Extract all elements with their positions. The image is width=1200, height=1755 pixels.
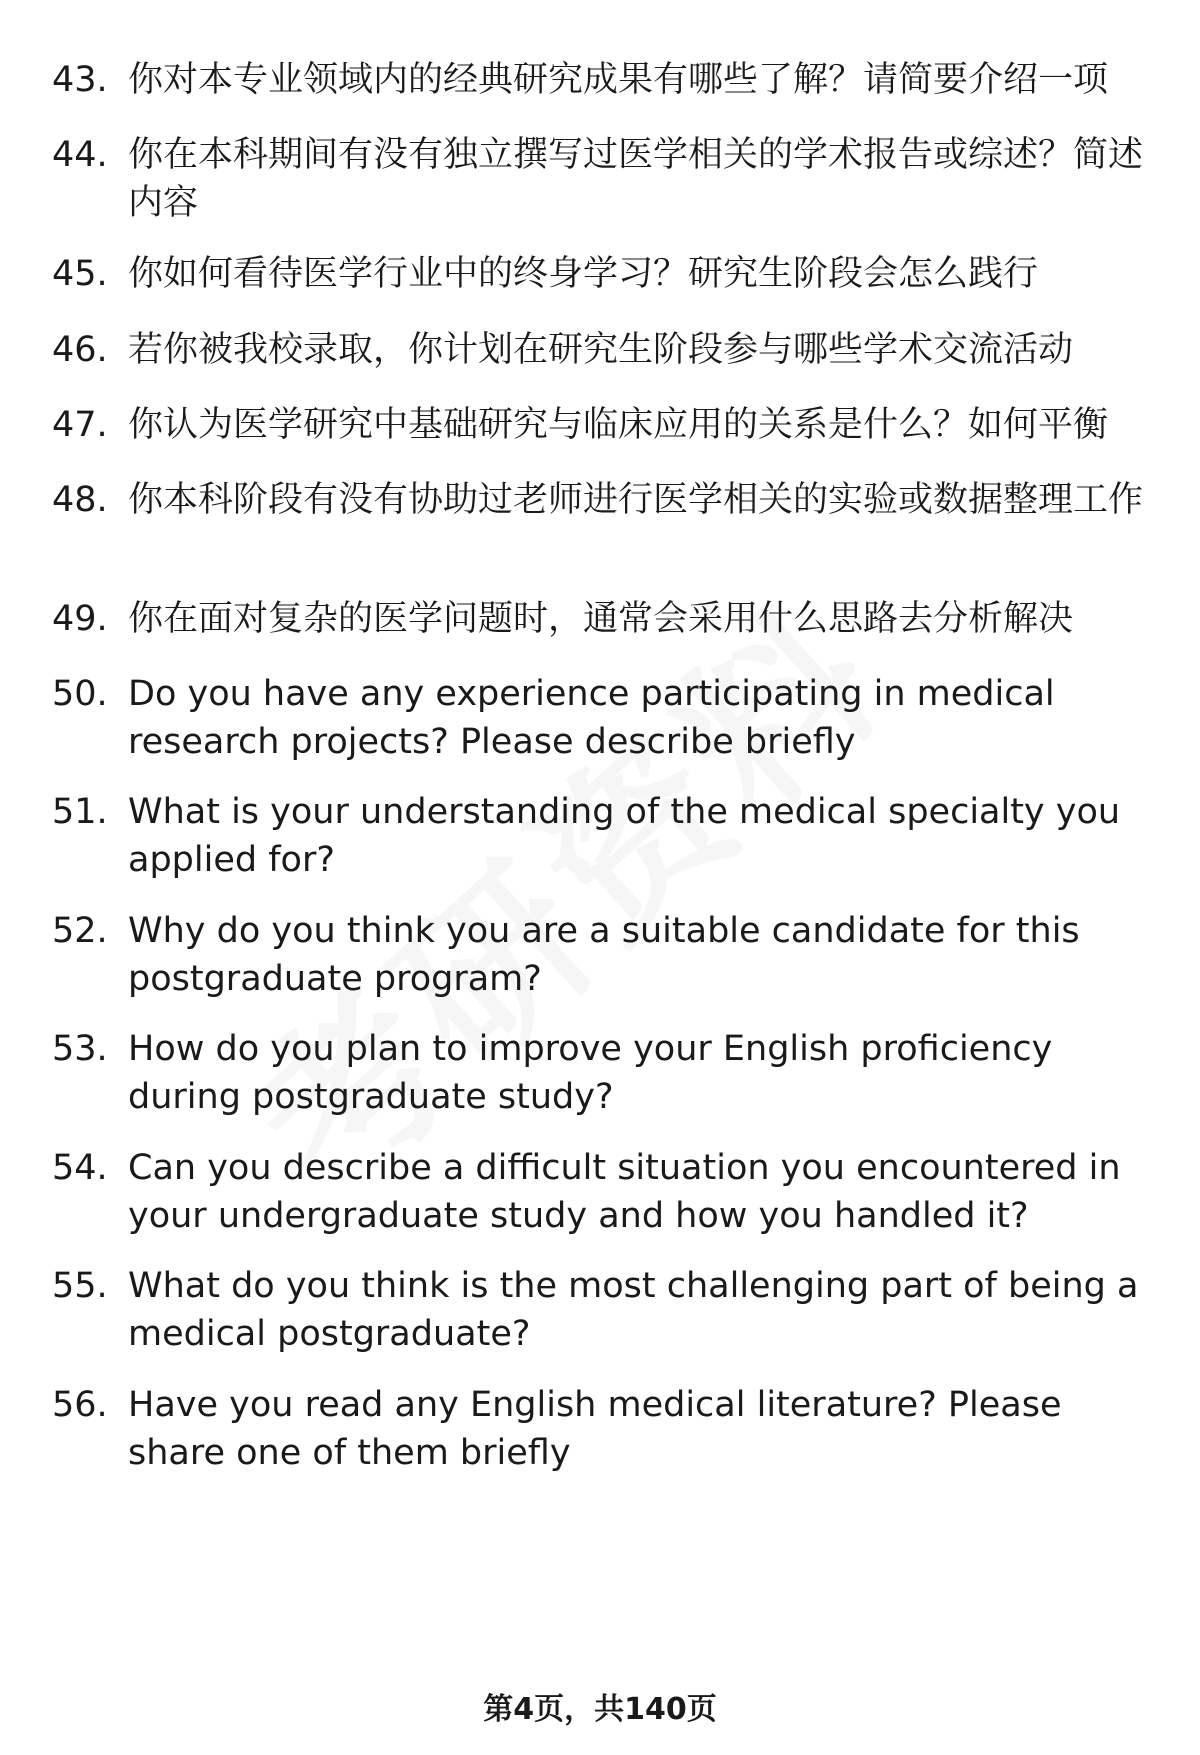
question-text: What do you think is the most challenging part of being a medical postgraduate?: [128, 1266, 1139, 1354]
question-text: Why do you think you are a suitable candidate for this postgraduate program?: [128, 911, 1080, 999]
question-text: 你本科阶段有没有协助过老师进行医学相关的实验或数据整理工作: [128, 480, 1144, 520]
question-number: 54.: [52, 1148, 108, 1188]
question-number: 53.: [52, 1029, 108, 1069]
watermark: [191, 539, 928, 1239]
list-item: [52, 476, 1160, 524]
list-item: [52, 788, 1160, 884]
list-item: [52, 401, 1160, 449]
list-item: [52, 326, 1160, 374]
question-text: Do you have any experience participating in medical research projects? Please describe briefly: [128, 674, 1055, 762]
list-item: [52, 670, 1160, 766]
question-number: 48.: [52, 480, 108, 520]
list-item: [52, 56, 1160, 104]
question-number: 55.: [52, 1266, 108, 1306]
question-number: 51.: [52, 792, 108, 832]
question-number: 52.: [52, 911, 108, 951]
question-number: 45.: [52, 254, 108, 294]
question-text: What is your understanding of the medical specialty you applied for?: [128, 792, 1121, 880]
question-number: 44.: [52, 135, 108, 175]
list-item: [52, 1262, 1160, 1358]
question-text: 你在本科期间有没有独立撰写过医学相关的学术报告或综述？简述内容: [128, 135, 1144, 223]
question-text: Have you read any English medical literature? Please share one of them briefly: [128, 1385, 1062, 1473]
question-text: Can you describe a difficult situation you encountered in your undergraduate study and how you handled it?: [128, 1148, 1121, 1236]
question-number: 49.: [52, 599, 108, 639]
question-number: 46.: [52, 330, 108, 370]
list-item: [52, 907, 1160, 1003]
list-item: [52, 250, 1160, 298]
list-item: [52, 1025, 1160, 1121]
question-number: 56.: [52, 1385, 108, 1425]
question-text: 你认为医学研究中基础研究与临床应用的关系是什么？如何平衡: [128, 405, 1109, 445]
question-text: 你如何看待医学行业中的终身学习？研究生阶段会怎么践行: [128, 254, 1039, 294]
question-text: 你对本专业领域内的经典研究成果有哪些了解？请简要介绍一项: [128, 60, 1109, 100]
question-text: 你在面对复杂的医学问题时，通常会采用什么思路去分析解决: [128, 599, 1074, 639]
list-item: [52, 131, 1160, 227]
list-item: [52, 1144, 1160, 1240]
list-item: [52, 595, 1160, 643]
question-text: How do you plan to improve your English proficiency during postgraduate study?: [128, 1029, 1053, 1117]
question-number: 43.: [52, 60, 108, 100]
question-text: 若你被我校录取，你计划在研究生阶段参与哪些学术交流活动: [128, 330, 1074, 370]
question-number: 47.: [52, 405, 108, 445]
question-number: 50.: [52, 674, 108, 714]
page-number: 第4页，共140页: [483, 1692, 717, 1727]
list-item: [52, 1381, 1160, 1477]
